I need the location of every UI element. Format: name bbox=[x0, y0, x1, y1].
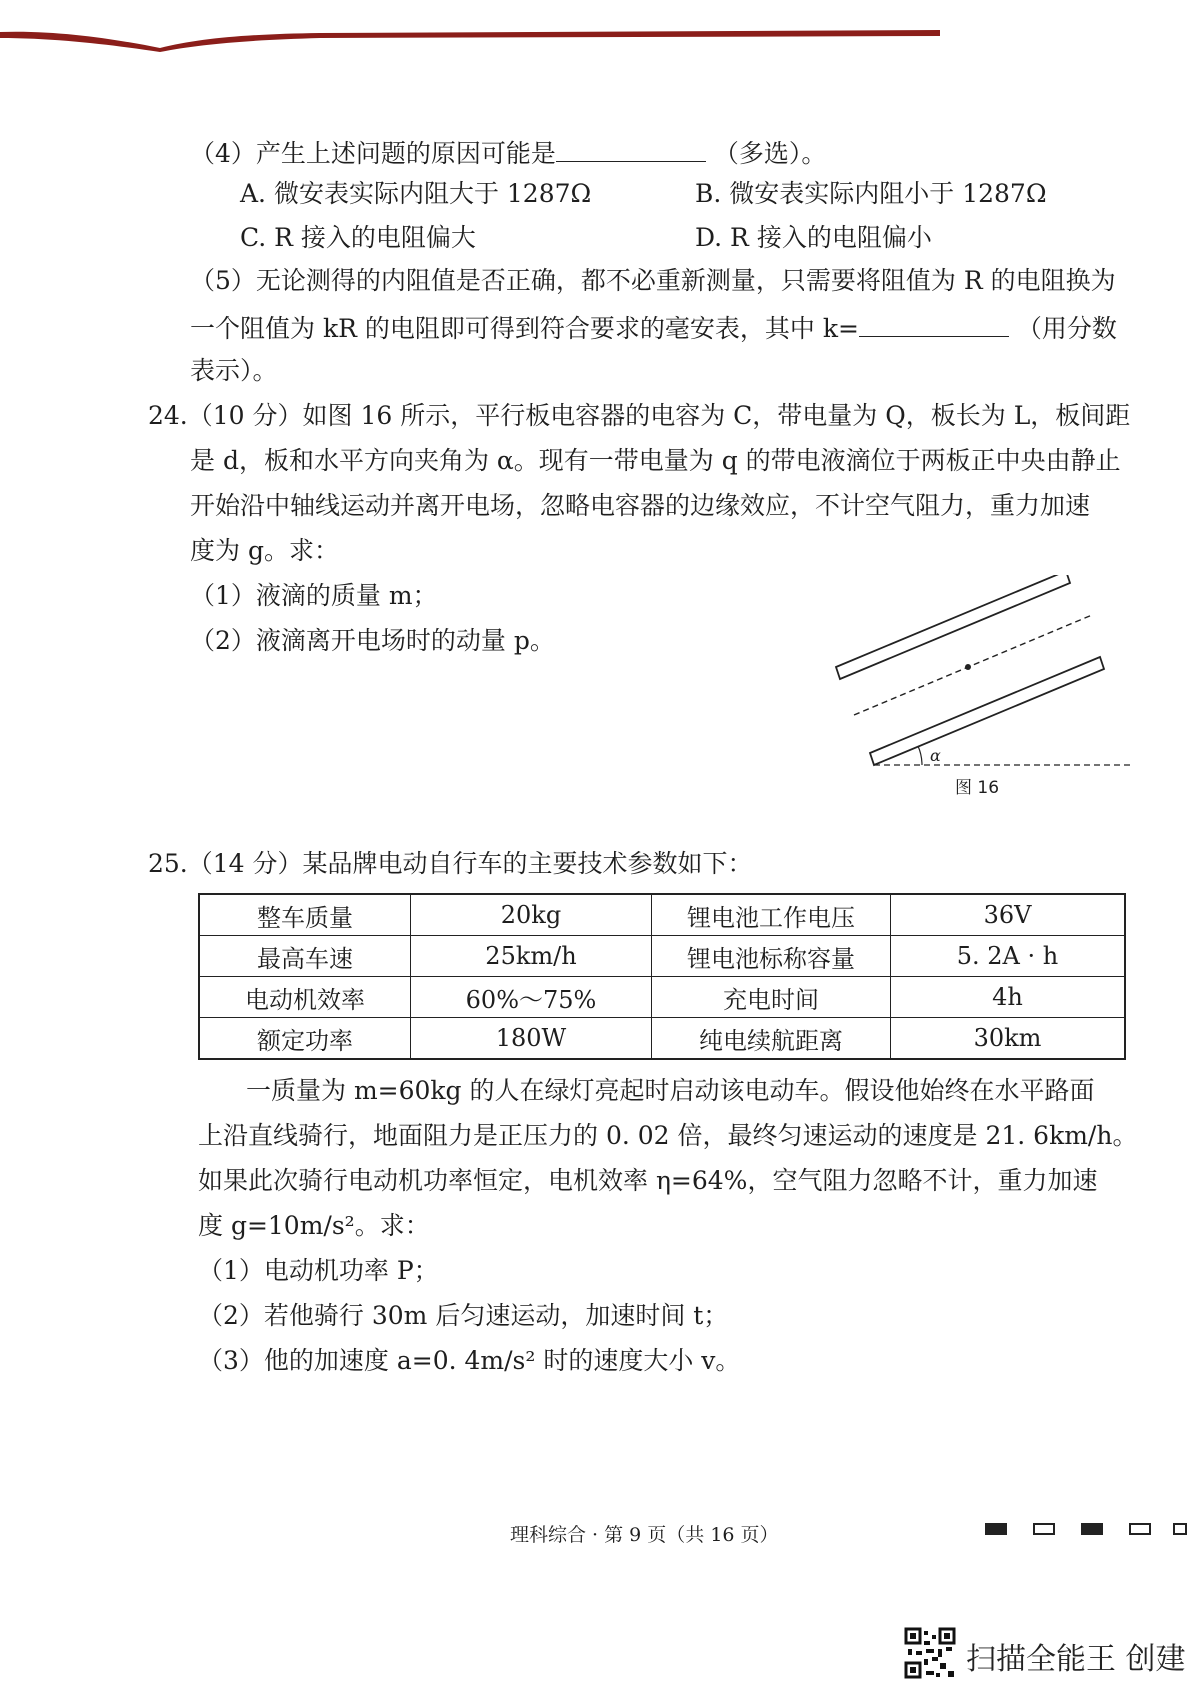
q24-line3: 开始沿中轴线运动并离开电场，忽略电容器的边缘效应，不计空气阻力，重力加速 bbox=[190, 491, 1091, 520]
filled-mark bbox=[1081, 1523, 1103, 1535]
table-cell: 最高车速 bbox=[199, 936, 411, 977]
option-b: B. 微安表实际内阻小于 1287Ω bbox=[695, 179, 1047, 208]
table-cell: 充电时间 bbox=[652, 977, 891, 1018]
answer-blank[interactable] bbox=[556, 135, 706, 162]
table-cell: 锂电池工作电压 bbox=[652, 894, 891, 936]
upper-plate bbox=[836, 575, 1070, 679]
q24-line4: 度为 g。求： bbox=[190, 536, 339, 565]
spec-table bbox=[198, 893, 1126, 1060]
q23-part5-text: 一个阻值为 kR 的电阻即可得到符合要求的毫安表，其中 k= bbox=[190, 314, 859, 343]
answer-blank[interactable] bbox=[859, 310, 1009, 337]
q24-line2: 是 d，板和水平方向夹角为 α。现有一带电量为 q 的带电液滴位于两板正中央由静止 bbox=[190, 446, 1121, 475]
top-red-band bbox=[0, 0, 1200, 60]
table-cell: 20kg bbox=[411, 894, 652, 936]
table-cell: 整车质量 bbox=[199, 894, 411, 936]
table-cell: 180W bbox=[411, 1018, 652, 1060]
angle-label: α bbox=[930, 746, 941, 765]
q24-sub2: （2）液滴离开电场时的动量 p。 bbox=[190, 626, 555, 655]
q23-part5-line1: （5）无论测得的内阻值是否正确，都不必重新测量，只需要将阻值为 R 的电阻换为 bbox=[190, 266, 1116, 295]
option-c: C. R 接入的电阻偏大 bbox=[240, 223, 476, 252]
lower-plate bbox=[870, 657, 1104, 765]
table-row bbox=[199, 1018, 1125, 1060]
q25-sub1: （1）电动机功率 P； bbox=[198, 1256, 439, 1285]
table-cell: 4h bbox=[891, 977, 1126, 1018]
q23-part5-line2 bbox=[190, 310, 1117, 345]
q25-para4: 度 g=10m/s²。求： bbox=[198, 1211, 430, 1240]
registration-marks bbox=[985, 1523, 1195, 1537]
table-row bbox=[199, 977, 1125, 1018]
q25-intro: 25.（14 分）某品牌电动自行车的主要技术参数如下： bbox=[148, 849, 753, 878]
q23-part5-suffix: （用分数 bbox=[1016, 314, 1117, 343]
table-cell: 纯电续航距离 bbox=[652, 1018, 891, 1060]
table-cell: 36V bbox=[891, 894, 1126, 936]
table-cell: 锂电池标称容量 bbox=[652, 936, 891, 977]
filled-mark bbox=[985, 1523, 1007, 1535]
q23-part5-line3: 表示）。 bbox=[190, 356, 278, 385]
table-cell: 60%～75% bbox=[411, 977, 652, 1018]
q24-line1: 24.（10 分）如图 16 所示，平行板电容器的电容为 C，带电量为 Q，板长为 L，板间距 bbox=[148, 401, 1131, 430]
table-cell: 25km/h bbox=[411, 936, 652, 977]
table-cell: 电动机效率 bbox=[199, 977, 411, 1018]
q25-sub2: （2）若他骑行 30m 后匀速运动，加速时间 t； bbox=[198, 1301, 729, 1330]
option-d: D. R 接入的电阻偏小 bbox=[695, 223, 932, 252]
q23-part4-suffix: （多选）。 bbox=[713, 139, 827, 168]
hollow-mark bbox=[1129, 1523, 1151, 1535]
table-cell: 额定功率 bbox=[199, 1018, 411, 1060]
table-row bbox=[199, 894, 1125, 936]
table-cell: 5. 2A · h bbox=[891, 936, 1126, 977]
qr-code-icon bbox=[904, 1627, 956, 1679]
hollow-mark bbox=[1033, 1523, 1055, 1535]
q25-sub3: （3）他的加速度 a=0. 4m/s² 时的速度大小 v。 bbox=[198, 1346, 741, 1375]
droplet bbox=[965, 664, 971, 670]
hollow-mark bbox=[1173, 1523, 1187, 1535]
figure-16-capacitor bbox=[830, 575, 1150, 795]
center-axis bbox=[854, 615, 1092, 715]
angle-arc bbox=[918, 746, 922, 765]
option-a: A. 微安表实际内阻大于 1287Ω bbox=[240, 179, 592, 208]
figure-caption: 图 16 bbox=[955, 778, 1000, 798]
q24-sub1: （1）液滴的质量 m； bbox=[190, 581, 438, 610]
table-row bbox=[199, 936, 1125, 977]
scanner-brand: 扫描全能王 创建 bbox=[966, 1642, 1186, 1677]
q23-part4 bbox=[190, 135, 826, 170]
q25-para2: 上沿直线骑行，地面阻力是正压力的 0. 02 倍，最终匀速运动的速度是 21. 6km/h。 bbox=[198, 1121, 1138, 1150]
q25-para3: 如果此次骑行电动机功率恒定，电机效率 η=64%，空气阻力忽略不计，重力加速 bbox=[198, 1166, 1098, 1195]
q23-part4-text: （4）产生上述问题的原因可能是 bbox=[190, 139, 556, 168]
page-footer: 理科综合 · 第 9 页（共 16 页） bbox=[510, 1524, 779, 1546]
q25-para1: 一质量为 m=60kg 的人在绿灯亮起时启动该电动车。假设他始终在水平路面 bbox=[246, 1076, 1095, 1105]
table-cell: 30km bbox=[891, 1018, 1126, 1060]
